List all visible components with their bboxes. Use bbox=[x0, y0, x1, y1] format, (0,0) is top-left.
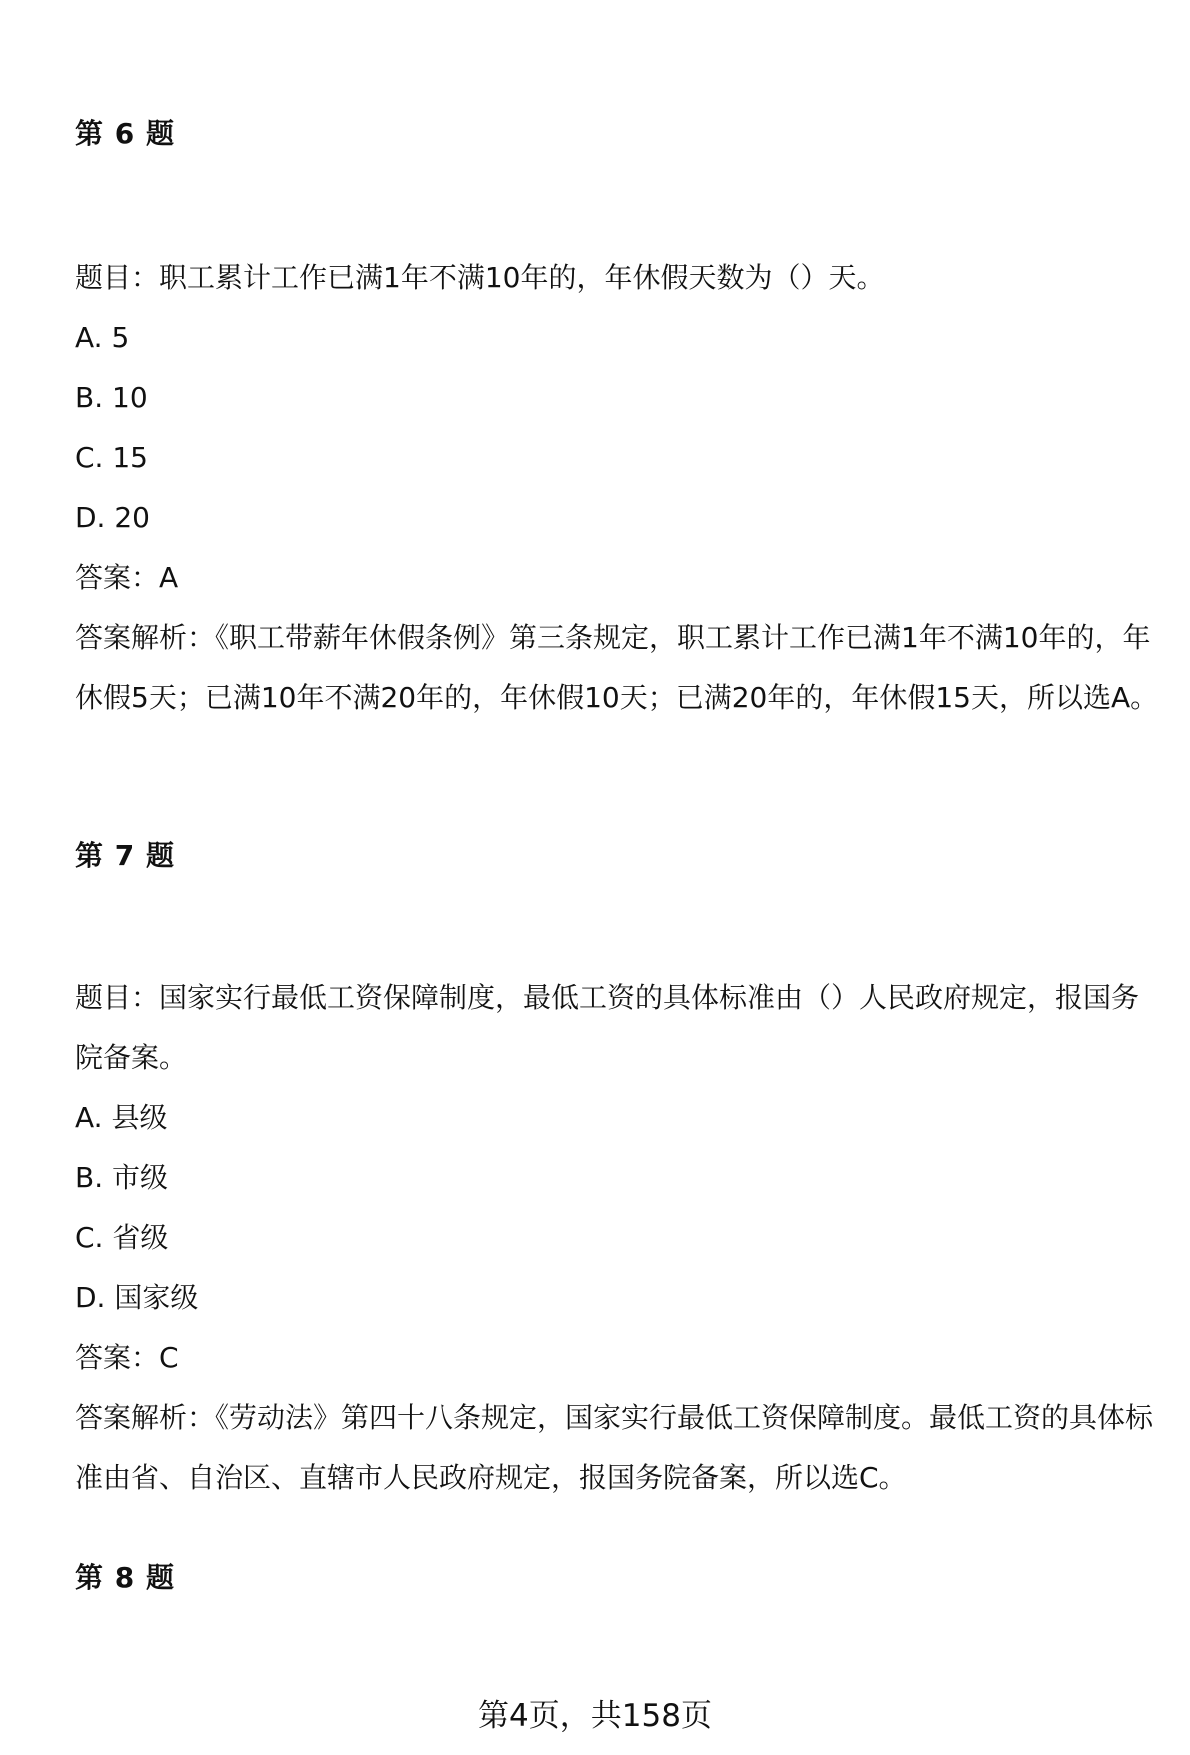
option-c: C. 省级 bbox=[75, 1221, 169, 1254]
option-b: B. 10 bbox=[75, 381, 148, 414]
page-number: 第4页，共158页 bbox=[478, 1698, 712, 1734]
answer: 答案：C bbox=[75, 1341, 179, 1374]
question-heading: 第 6 题 bbox=[75, 117, 175, 150]
question-heading: 第 8 题 bbox=[75, 1561, 175, 1594]
answer-explanation: 答案解析：《劳动法》第四十八条规定，国家实行最低工资保障制度。最低工资的具体标准由省、自治区、直辖市人民政府规定，报国务院备案，所以选C。 bbox=[75, 1401, 1154, 1494]
answer-explanation: 答案解析：《职工带薪年休假条例》第三条规定，职工累计工作已满1年不满10年的，年休假5天；已满10年不满20年的，年休假10天；已满20年的，年休假15天，所以选A。 bbox=[75, 621, 1159, 714]
option-b: B. 市级 bbox=[75, 1161, 169, 1194]
answer: 答案：A bbox=[75, 561, 179, 594]
question-stem: 题目：国家实行最低工资保障制度，最低工资的具体标准由（）人民政府规定，报国务院备案。 bbox=[75, 981, 1140, 1074]
option-a: A. 5 bbox=[75, 321, 130, 354]
option-d: D. 20 bbox=[75, 501, 150, 534]
option-a: A. 县级 bbox=[75, 1101, 168, 1134]
option-c: C. 15 bbox=[75, 441, 148, 474]
question-heading: 第 7 题 bbox=[75, 839, 175, 872]
question-stem: 题目：职工累计工作已满1年不满10年的，年休假天数为（）天。 bbox=[75, 261, 885, 294]
option-d: D. 国家级 bbox=[75, 1281, 199, 1314]
